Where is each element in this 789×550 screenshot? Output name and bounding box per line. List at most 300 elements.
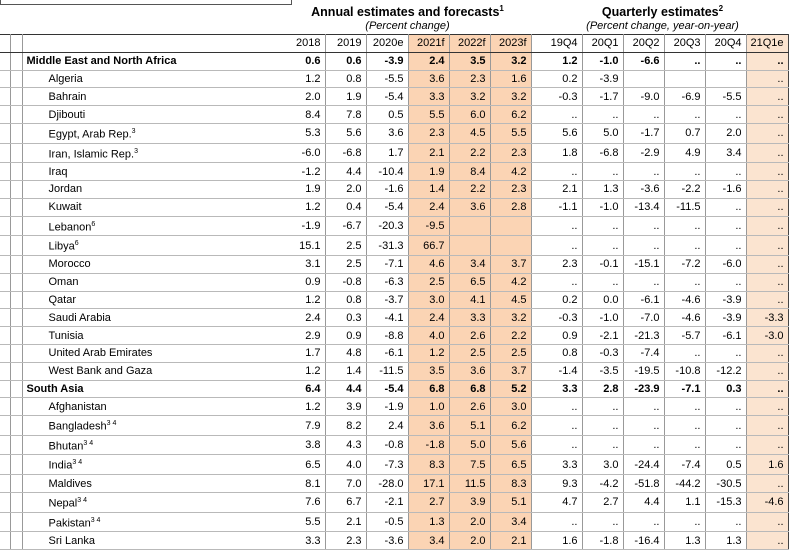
value-cell-2019: 2.5 (325, 236, 366, 256)
table-row (0, 455, 788, 475)
table-row (0, 512, 788, 532)
value-cell-2018: 2.9 (284, 327, 325, 345)
country-name: Sri Lanka (48, 534, 95, 547)
value-cell-19q4: 2.1 (541, 181, 582, 199)
table-row (0, 123, 788, 143)
column-separator (531, 398, 541, 416)
value-cell-2019: 1.4 (325, 362, 366, 380)
value-cell-21q1e: .. (746, 362, 788, 380)
value-cell-21q1e: -3.3 (746, 309, 788, 327)
country-name: Maldives (48, 477, 92, 490)
value-cell-19q4: -0.3 (541, 309, 582, 327)
country-name: Pakistan (48, 517, 91, 530)
value-cell-20q4: -3.9 (705, 309, 746, 327)
value-cell-21q1e: .. (746, 163, 788, 181)
value-cell-2022f: 3.9 (449, 492, 490, 512)
country-name: Jordan (48, 183, 83, 196)
value-cell-2018: 8.1 (284, 475, 325, 493)
country-name: Afghanistan (48, 400, 107, 413)
column-separator (531, 88, 541, 106)
row-label-oman (22, 273, 284, 291)
value-cell-2020e: 1.7 (366, 143, 408, 163)
country-name: Kuwait (48, 201, 82, 214)
value-cell-2019: 7.8 (325, 106, 366, 124)
value-cell-20q3: -7.1 (664, 380, 705, 398)
value-cell-2018: 1.2 (284, 291, 325, 309)
table-row (0, 88, 788, 106)
row-stub (0, 416, 10, 436)
row-stub (0, 273, 10, 291)
row-label-india (22, 455, 284, 475)
value-cell-2021f: 1.9 (408, 163, 449, 181)
value-cell-20q3 (664, 70, 705, 88)
value-cell-19q4: 1.8 (541, 143, 582, 163)
value-cell-21q1e: .. (746, 416, 788, 436)
value-cell-2018: 0.9 (284, 273, 325, 291)
footnote-marker: 3 4 (83, 439, 94, 447)
column-header-2023f: 2023f (490, 35, 531, 53)
table-row (0, 216, 788, 236)
value-cell-2022f: 6.5 (449, 273, 490, 291)
value-cell-20q4: -5.5 (705, 88, 746, 106)
value-cell-20q1: .. (582, 236, 623, 256)
value-cell-20q1: .. (582, 106, 623, 124)
country-name: Middle East and North Africa (26, 55, 177, 68)
value-cell-2023f: 4.2 (490, 273, 531, 291)
value-cell-20q2: -6.6 (623, 52, 664, 70)
value-cell-2020e: -1.6 (366, 181, 408, 199)
table-row (0, 344, 788, 362)
value-cell-2019: 2.0 (325, 181, 366, 199)
value-cell-2021f: 3.0 (408, 291, 449, 309)
value-cell-20q2: 4.4 (623, 492, 664, 512)
table-row (0, 181, 788, 199)
value-cell-20q3: -7.2 (664, 256, 705, 274)
value-cell-2023f: 3.2 (490, 52, 531, 70)
value-cell-19q4: -1.1 (541, 198, 582, 216)
value-cell-2023f: 5.2 (490, 380, 531, 398)
value-cell-2022f: 2.2 (449, 143, 490, 163)
row-label-bahrain (22, 88, 284, 106)
value-cell-2018: 2.0 (284, 88, 325, 106)
row-stub (10, 52, 22, 70)
row-stub (10, 291, 22, 309)
row-stub (10, 106, 22, 124)
value-cell-20q4: .. (705, 273, 746, 291)
value-cell-2023f: 5.1 (490, 492, 531, 512)
value-cell-20q4: 0.3 (705, 380, 746, 398)
value-cell-2023f: 4.5 (490, 291, 531, 309)
value-cell-20q2: -51.8 (623, 475, 664, 493)
value-cell-2023f: 6.5 (490, 455, 531, 475)
column-header-row (0, 35, 788, 53)
value-cell-20q2: -7.0 (623, 309, 664, 327)
value-cell-20q1: 1.3 (582, 181, 623, 199)
country-name: Iran, Islamic Rep. (48, 148, 135, 161)
value-cell-2019: 0.8 (325, 70, 366, 88)
value-cell-21q1e: .. (746, 143, 788, 163)
value-cell-2021f: 2.7 (408, 492, 449, 512)
value-cell-2019: 2.5 (325, 256, 366, 274)
value-cell-20q3: -7.4 (664, 455, 705, 475)
value-cell-2019: 0.3 (325, 309, 366, 327)
value-cell-20q4: .. (705, 236, 746, 256)
value-cell-2020e: -7.1 (366, 256, 408, 274)
footnote-marker: 3 4 (90, 516, 101, 524)
value-cell-21q1e: .. (746, 256, 788, 274)
value-cell-2020e: -2.1 (366, 492, 408, 512)
value-cell-2018: 1.7 (284, 344, 325, 362)
value-cell-2022f: 2.2 (449, 181, 490, 199)
value-cell-2021f: -1.8 (408, 435, 449, 455)
value-cell-19q4: .. (541, 106, 582, 124)
row-stub (10, 198, 22, 216)
value-cell-2020e: -0.8 (366, 435, 408, 455)
row-label-bhutan (22, 435, 284, 455)
column-header-2019: 2019 (325, 35, 366, 53)
table-row (0, 256, 788, 274)
quarterly-title: Quarterly estimates$^2$ (601, 4, 724, 20)
value-cell-19q4: .. (541, 416, 582, 436)
value-cell-2020e: -1.9 (366, 398, 408, 416)
value-cell-21q1e: .. (746, 398, 788, 416)
value-cell-20q2: .. (623, 398, 664, 416)
row-label-tunisia (22, 327, 284, 345)
value-cell-2020e: -4.1 (366, 309, 408, 327)
value-cell-2023f: 2.5 (490, 344, 531, 362)
value-cell-2021f: 5.5 (408, 106, 449, 124)
value-cell-2019: 7.0 (325, 475, 366, 493)
value-cell-2023f: 3.0 (490, 398, 531, 416)
value-cell-2023f: 6.2 (490, 106, 531, 124)
value-cell-19q4: .. (541, 273, 582, 291)
growth-table (0, 34, 789, 550)
row-stub (0, 398, 10, 416)
column-separator (531, 143, 541, 163)
value-cell-21q1e: .. (746, 475, 788, 493)
value-cell-19q4: 0.8 (541, 344, 582, 362)
row-stub (0, 52, 10, 70)
footnote-marker: 3 4 (77, 496, 87, 504)
value-cell-20q1: -4.2 (582, 475, 623, 493)
value-cell-20q3: -44.2 (664, 475, 705, 493)
value-cell-2019: 0.9 (325, 327, 366, 345)
value-cell-2018: 1.2 (284, 198, 325, 216)
column-separator (531, 198, 541, 216)
value-cell-2020e: -5.5 (366, 70, 408, 88)
value-cell-19q4: 0.9 (541, 327, 582, 345)
value-cell-20q3: .. (664, 52, 705, 70)
value-cell-2023f (490, 236, 531, 256)
value-cell-2020e: -7.3 (366, 455, 408, 475)
country-name: South Asia (26, 382, 84, 395)
value-cell-2019: 8.2 (325, 416, 366, 436)
value-cell-20q4: .. (705, 198, 746, 216)
value-cell-2023f: 2.8 (490, 198, 531, 216)
value-cell-19q4: .. (541, 216, 582, 236)
row-label-bangladesh (22, 416, 284, 436)
row-stub (0, 106, 10, 124)
value-cell-20q4: -12.2 (705, 362, 746, 380)
column-separator (531, 291, 541, 309)
value-cell-20q3: .. (664, 398, 705, 416)
value-cell-19q4: 5.6 (541, 123, 582, 143)
value-cell-19q4: -1.4 (541, 362, 582, 380)
value-cell-2018: 3.8 (284, 435, 325, 455)
value-cell-20q4: .. (705, 512, 746, 532)
value-cell-2023f: 2.2 (490, 327, 531, 345)
column-header-20q1: 20Q1 (582, 35, 623, 53)
value-cell-19q4: 4.7 (541, 492, 582, 512)
value-cell-2022f: 2.5 (449, 344, 490, 362)
row-stub (0, 492, 10, 512)
value-cell-2020e: -0.5 (366, 512, 408, 532)
value-cell-2020e: -10.4 (366, 163, 408, 181)
value-cell-2019: 5.6 (325, 123, 366, 143)
value-cell-2018: -6.0 (284, 143, 325, 163)
row-stub (0, 163, 10, 181)
column-header-20q3: 20Q3 (664, 35, 705, 53)
value-cell-20q4: -3.9 (705, 291, 746, 309)
value-cell-20q2: -16.4 (623, 532, 664, 550)
value-cell-2021f: 1.3 (408, 512, 449, 532)
value-cell-2021f: 2.4 (408, 52, 449, 70)
row-label-algeria (22, 70, 284, 88)
value-cell-2022f: 7.5 (449, 455, 490, 475)
value-cell-20q1: -1.7 (582, 88, 623, 106)
value-cell-2018: 3.1 (284, 256, 325, 274)
value-cell-20q1: 0.0 (582, 291, 623, 309)
row-label-morocco (22, 256, 284, 274)
table-row (0, 291, 788, 309)
row-label-afghanistan (22, 398, 284, 416)
table-row (0, 532, 788, 550)
value-cell-2018: 2.4 (284, 309, 325, 327)
value-cell-2019: 4.4 (325, 163, 366, 181)
value-cell-20q1: .. (582, 273, 623, 291)
value-cell-20q1: .. (582, 435, 623, 455)
row-stub (10, 256, 22, 274)
value-cell-2021f: -9.5 (408, 216, 449, 236)
column-separator (531, 52, 541, 70)
value-cell-2022f: 3.6 (449, 362, 490, 380)
value-cell-2018: 0.6 (284, 52, 325, 70)
row-label-kuwait (22, 198, 284, 216)
value-cell-2021f: 3.3 (408, 88, 449, 106)
row-label-sri-lanka (22, 532, 284, 550)
row-stub (10, 181, 22, 199)
value-cell-2019: 3.9 (325, 398, 366, 416)
row-stub (0, 181, 10, 199)
row-stub (10, 143, 22, 163)
value-cell-20q2: .. (623, 273, 664, 291)
value-cell-20q3: 0.7 (664, 123, 705, 143)
row-stub (10, 416, 22, 436)
country-name: Nepal (48, 497, 78, 510)
row-stub (10, 380, 22, 398)
value-cell-20q2: .. (623, 416, 664, 436)
value-cell-2019: 4.3 (325, 435, 366, 455)
country-name: Tunisia (48, 329, 84, 342)
value-cell-20q3: -2.2 (664, 181, 705, 199)
value-cell-19q4: 9.3 (541, 475, 582, 493)
value-cell-2021f: 3.5 (408, 362, 449, 380)
country-name: Egypt, Arab Rep. (48, 128, 132, 141)
row-stub (0, 216, 10, 236)
table-row (0, 416, 788, 436)
value-cell-2019: 4.4 (325, 380, 366, 398)
value-cell-21q1e: .. (746, 88, 788, 106)
value-cell-2023f: 4.2 (490, 163, 531, 181)
value-cell-19q4: 0.2 (541, 70, 582, 88)
value-cell-19q4: .. (541, 512, 582, 532)
table-row (0, 236, 788, 256)
row-stub (10, 309, 22, 327)
value-cell-2023f: 3.2 (490, 88, 531, 106)
value-cell-21q1e: -3.0 (746, 327, 788, 345)
footnote-marker: 6 (91, 220, 96, 228)
value-cell-2023f: 3.7 (490, 362, 531, 380)
row-label-iraq (22, 163, 284, 181)
row-label-egypt-arab-rep (22, 123, 284, 143)
row-stub (0, 380, 10, 398)
value-cell-2020e: -6.3 (366, 273, 408, 291)
row-stub (10, 532, 22, 550)
value-cell-20q3: .. (664, 344, 705, 362)
row-stub (10, 163, 22, 181)
row-label-middle-east-and-north-africa (22, 52, 284, 70)
value-cell-20q1: 3.0 (582, 455, 623, 475)
value-cell-2023f (490, 216, 531, 236)
row-stub (0, 35, 10, 53)
value-cell-2018: 1.2 (284, 398, 325, 416)
value-cell-20q1: .. (582, 398, 623, 416)
value-cell-2019: -6.8 (325, 143, 366, 163)
value-cell-2022f: 6.0 (449, 106, 490, 124)
row-label-south-asia (22, 380, 284, 398)
value-cell-20q2: -21.3 (623, 327, 664, 345)
value-cell-20q4: .. (705, 163, 746, 181)
value-cell-2021f: 2.1 (408, 143, 449, 163)
value-cell-20q1: .. (582, 163, 623, 181)
value-cell-2019: 2.3 (325, 532, 366, 550)
column-header-2018: 2018 (284, 35, 325, 53)
value-cell-20q4: .. (705, 52, 746, 70)
row-stub (0, 236, 10, 256)
country-name: Algeria (48, 72, 83, 85)
column-header-20q4: 20Q4 (705, 35, 746, 53)
value-cell-2018: 6.5 (284, 455, 325, 475)
column-separator (531, 70, 541, 88)
value-cell-20q2: -1.7 (623, 123, 664, 143)
value-cell-2018: 6.4 (284, 380, 325, 398)
value-cell-20q1: -1.0 (582, 52, 623, 70)
value-cell-2022f: 4.5 (449, 123, 490, 143)
column-header-21q1e: 21Q1e (746, 35, 788, 53)
footnote-marker: 3 (134, 147, 138, 155)
value-cell-2020e: 2.4 (366, 416, 408, 436)
value-cell-2020e: -20.3 (366, 216, 408, 236)
value-cell-2022f: 4.1 (449, 291, 490, 309)
value-cell-2019: 0.6 (325, 52, 366, 70)
value-cell-20q4: .. (705, 216, 746, 236)
value-cell-2021f: 1.4 (408, 181, 449, 199)
value-cell-2021f: 2.5 (408, 273, 449, 291)
value-cell-20q3: .. (664, 435, 705, 455)
value-cell-2021f: 3.6 (408, 70, 449, 88)
row-stub (0, 512, 10, 532)
country-name: Morocco (48, 258, 91, 271)
value-cell-20q2: -3.6 (623, 181, 664, 199)
row-stub (0, 70, 10, 88)
value-cell-2019: 0.4 (325, 198, 366, 216)
row-stub (10, 455, 22, 475)
value-cell-2021f: 2.4 (408, 309, 449, 327)
value-cell-2020e: -6.1 (366, 344, 408, 362)
value-cell-21q1e: .. (746, 344, 788, 362)
column-separator (531, 181, 541, 199)
row-stub (10, 435, 22, 455)
value-cell-20q4: -15.3 (705, 492, 746, 512)
value-cell-20q3: .. (664, 106, 705, 124)
value-cell-21q1e: .. (746, 380, 788, 398)
value-cell-2021f: 4.0 (408, 327, 449, 345)
value-cell-2020e: 3.6 (366, 123, 408, 143)
table-row (0, 362, 788, 380)
row-stub (0, 88, 10, 106)
value-cell-2018: 1.2 (284, 362, 325, 380)
value-cell-21q1e: .. (746, 273, 788, 291)
value-cell-20q2: .. (623, 216, 664, 236)
table-row (0, 163, 788, 181)
value-cell-2021f: 2.4 (408, 198, 449, 216)
value-cell-21q1e: .. (746, 198, 788, 216)
table-row (0, 398, 788, 416)
value-cell-2021f: 1.0 (408, 398, 449, 416)
value-cell-2022f: 11.5 (449, 475, 490, 493)
value-cell-20q1: .. (582, 416, 623, 436)
value-cell-20q4: 1.3 (705, 532, 746, 550)
value-cell-20q1: .. (582, 512, 623, 532)
value-cell-2022f: 3.5 (449, 52, 490, 70)
value-cell-2019: 4.8 (325, 344, 366, 362)
row-stub (10, 273, 22, 291)
column-separator (531, 327, 541, 345)
value-cell-2021f: 66.7 (408, 236, 449, 256)
column-separator (531, 492, 541, 512)
table-row (0, 435, 788, 455)
row-label-qatar (22, 291, 284, 309)
column-separator (531, 309, 541, 327)
value-cell-20q2: .. (623, 106, 664, 124)
value-cell-2018: 15.1 (284, 236, 325, 256)
value-cell-2020e: -5.4 (366, 198, 408, 216)
value-cell-19q4: .. (541, 398, 582, 416)
value-cell-20q2: .. (623, 512, 664, 532)
value-cell-20q4: 3.4 (705, 143, 746, 163)
value-cell-2019: 1.9 (325, 88, 366, 106)
value-cell-2023f: 3.2 (490, 309, 531, 327)
annual-header (284, 0, 531, 34)
row-stub (0, 123, 10, 143)
column-separator (531, 435, 541, 455)
value-cell-20q3: -5.7 (664, 327, 705, 345)
value-cell-2022f: 2.0 (449, 532, 490, 550)
row-stub (10, 362, 22, 380)
value-cell-2022f (449, 236, 490, 256)
value-cell-2018: 1.9 (284, 181, 325, 199)
value-cell-20q3: .. (664, 216, 705, 236)
